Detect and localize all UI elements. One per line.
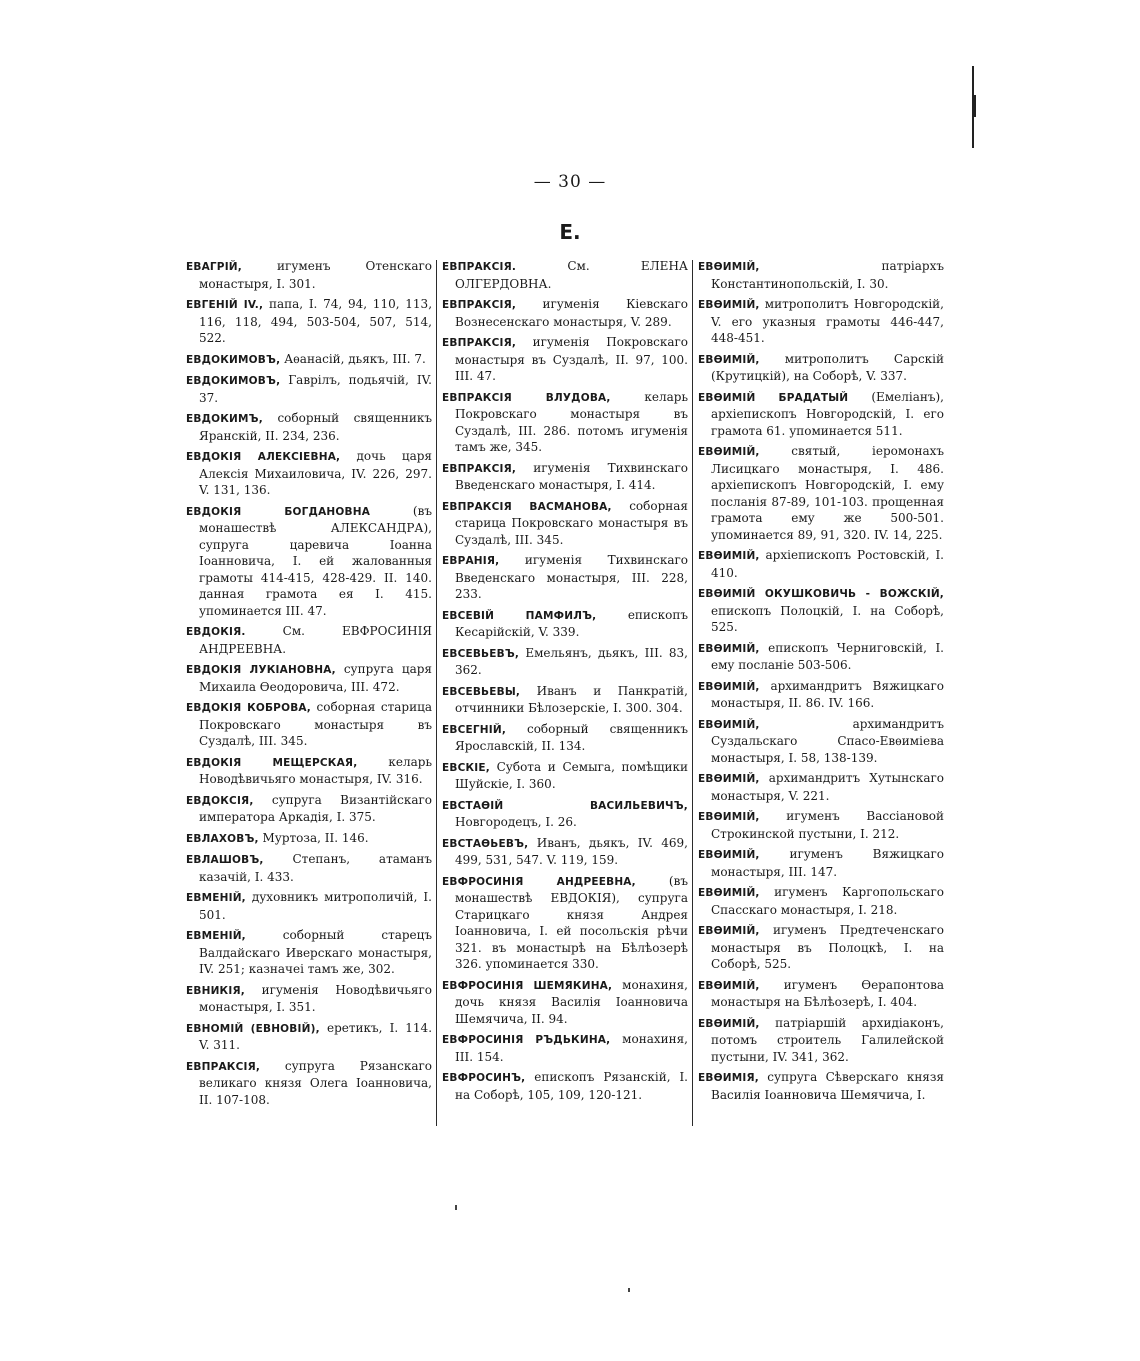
entry-headword: ЕВѲИМІЙ, bbox=[698, 261, 760, 273]
entry-text: келарь Новодѣвичьяго монастыря, IV. 316. bbox=[199, 754, 432, 786]
entry-text: соборная старица Покровскаго монастыря въ Суздалѣ, III. 345. bbox=[199, 700, 432, 748]
entry-headword: ЕВПРАКСІЯ ВАСМАНОВА, bbox=[442, 500, 612, 513]
entry-text: монахиня, дочь князя Василія Іоанновича Шемячича, II. 94. bbox=[455, 977, 688, 1026]
index-entry bbox=[698, 443, 944, 543]
entry-headword: ЕВѲИМІЙ, bbox=[698, 718, 760, 731]
index-entry bbox=[186, 623, 432, 657]
index-entry bbox=[442, 552, 688, 603]
entry-text: (Емеліанъ), архіепископъ Новгородскій, I. его грамота 61. упоминается 511. bbox=[711, 389, 944, 438]
entry-text: епископъ Полоцкій, I. на Соборѣ, 525. bbox=[711, 603, 944, 634]
entry-headword: ЕВПРАКСІЯ. bbox=[442, 261, 517, 273]
print-speck bbox=[455, 1205, 457, 1210]
entry-headword: ЕВФРОСИНІЯ РЪДЬКИНА, bbox=[442, 1034, 611, 1046]
entry-text: архимандритъ Суздальскаго Спасо-Евѳиміева монастыря, I. 58, 138-139. bbox=[711, 716, 944, 765]
entry-text: архимандритъ Хутынскаго монастыря, V. 221. bbox=[711, 771, 944, 803]
entry-text: келарь Покровскаго монастыря въ Суздалѣ, III. 286. потомъ игуменія тамъ же, 345. bbox=[455, 389, 688, 454]
index-entry bbox=[442, 607, 688, 641]
index-entry bbox=[698, 258, 944, 292]
entry-headword: ЕВѲИМІЙ, bbox=[698, 925, 760, 937]
entry-headword: ЕВѲИМІЙ, bbox=[698, 979, 760, 992]
index-entry bbox=[698, 389, 944, 440]
index-entry bbox=[186, 851, 432, 885]
entry-text: дочь царя Алексія Михаиловича, IV. 226, 297. V. 131, 136. bbox=[199, 449, 432, 497]
entry-text: Иванъ, дьякъ, IV. 469, 499, 531, 547. V. 119, 159. bbox=[455, 835, 688, 867]
entry-text: игуменія Новодѣвичьяго монастыря, I. 351. bbox=[199, 982, 432, 1014]
column-1 bbox=[186, 258, 432, 1112]
entry-headword: ЕВДОКИМЪ, bbox=[186, 413, 263, 425]
entry-text: епископъ Рязанскій, I. на Соборѣ, 105, 109, 120-121. bbox=[455, 1070, 688, 1102]
entry-text: Муртоза, II. 146. bbox=[258, 830, 369, 845]
index-entry bbox=[442, 498, 688, 549]
page-edge-mark bbox=[974, 95, 976, 117]
index-entry bbox=[698, 678, 944, 712]
entry-headword: ЕВМЕНІЙ, bbox=[186, 892, 246, 904]
entry-text: Емельянъ, дьякъ, III. 83, 362. bbox=[455, 645, 688, 677]
index-entry bbox=[186, 792, 432, 826]
entry-headword: ЕВПРАКСІЯ ВЛУДОВА, bbox=[442, 391, 611, 404]
print-speck bbox=[628, 1288, 630, 1292]
entry-headword: ЕВѲИМІЙ, bbox=[698, 680, 760, 693]
entry-headword: ЕВПРАКСІЯ, bbox=[442, 462, 517, 475]
index-entry bbox=[186, 889, 432, 923]
entry-text: игуменія Тихвинскаго Введенскаго монастыря, I. 414. bbox=[455, 460, 688, 492]
entry-headword: ЕВДОКІЯ КОБРОВА, bbox=[186, 702, 311, 714]
index-entry bbox=[186, 699, 432, 750]
index-entry bbox=[442, 645, 688, 679]
index-entry bbox=[186, 1020, 432, 1054]
entry-text: игуменъ Вассіановой Строкинской пустыни, I. 212. bbox=[711, 809, 944, 841]
index-entry bbox=[186, 503, 432, 620]
entry-text: супруга Рязанскаго великаго князя Олега Іоанновича, II. 107-108. bbox=[199, 1058, 432, 1107]
entry-text: архимандритъ Вяжицкаго монастыря, II. 86. IV. 166. bbox=[711, 678, 944, 710]
entry-headword: ЕВРАНІЯ, bbox=[442, 555, 500, 567]
entry-headword: ЕВЛАШОВЪ, bbox=[186, 854, 264, 866]
index-entry bbox=[698, 716, 944, 767]
column-divider bbox=[692, 260, 693, 1126]
entry-text: игуменъ Вяжицкаго монастыря, III. 147. bbox=[711, 847, 944, 879]
entry-text: Новгородецъ, I. 26. bbox=[455, 815, 577, 829]
index-entry bbox=[186, 830, 432, 848]
index-columns bbox=[186, 258, 948, 1128]
entry-text: митрополитъ Сарскій (Крутицкій), на Соборѣ, V. 337. bbox=[711, 351, 944, 383]
entry-headword: ЕВСКІЕ, bbox=[442, 761, 490, 774]
index-entry bbox=[698, 1069, 944, 1103]
entry-headword: ЕВДОКІЯ. bbox=[186, 626, 246, 638]
entry-text: Иванъ и Панкратій, отчинники Бѣлозерскіе, I. 300. 304. bbox=[455, 683, 688, 715]
entry-headword: ЕВЛАХОВЪ, bbox=[186, 832, 259, 845]
column-divider bbox=[436, 260, 437, 1126]
entry-text: святый, іеромонахъ Лисицкаго монастыря, I. 486. архіепископъ Новгородскій, I. ему посланія 87-89, 101-103. прощенная грамота ему же 500-501. упоминается 89, 91, 320. IV. 14, 225. bbox=[711, 444, 944, 542]
entry-headword: ЕВСТАѲІЙ ВАСИЛЬЕВИЧЪ, bbox=[442, 799, 688, 812]
index-entry bbox=[442, 977, 688, 1028]
index-entry bbox=[442, 1031, 688, 1065]
index-entry bbox=[442, 296, 688, 330]
entry-headword: ЕВДОКИМОВЪ, bbox=[186, 375, 281, 387]
index-entry bbox=[698, 977, 944, 1011]
entry-headword: ЕВДОКІЯ БОГДАНОВНА bbox=[186, 505, 371, 518]
section-letter: Е. bbox=[559, 220, 581, 244]
index-entry bbox=[698, 296, 944, 347]
entry-headword: ЕВНОМІЙ (ЕВНОВІЙ), bbox=[186, 1022, 320, 1035]
entry-text: митрополитъ Новгородскій, V. его указныя грамоты 446-447, 448-451. bbox=[711, 297, 944, 345]
index-entry bbox=[442, 334, 688, 385]
entry-headword: ЕВСЕВІЙ ПАМФИЛЪ, bbox=[442, 609, 597, 622]
column-3 bbox=[698, 258, 944, 1107]
index-entry bbox=[442, 1069, 688, 1103]
entry-headword: ЕВПРАКСІЯ, bbox=[186, 1060, 261, 1073]
index-entry bbox=[186, 1058, 432, 1109]
entry-text: игуменъ Ѳерапонтова монастыря на Бѣлѣозерѣ, I. 404. bbox=[711, 977, 944, 1009]
entry-headword: ЕВФРОСИНІЯ ШЕМЯКИНА, bbox=[442, 979, 613, 992]
entry-headword: ЕВФРОСИНІЯ АНДРЕЕВНА, bbox=[442, 875, 636, 888]
entry-text: супруга Византійскаго императора Аркадія, I. 375. bbox=[199, 792, 432, 824]
entry-text: игуменъ Отенскаго монастыря, I. 301. bbox=[199, 259, 432, 291]
index-entry bbox=[186, 410, 432, 444]
index-entry bbox=[698, 808, 944, 842]
index-entry bbox=[698, 547, 944, 581]
entry-text: патріаршій архидіаконъ, потомъ строитель Галилейской пустыни, IV. 341, 362. bbox=[711, 1015, 944, 1064]
index-entry bbox=[186, 982, 432, 1016]
entry-text: Степанъ, атаманъ казачій, I. 433. bbox=[199, 852, 432, 884]
index-entry bbox=[442, 835, 688, 869]
entry-headword: ЕВДОКИМОВЪ, bbox=[186, 353, 281, 366]
entry-text: Аѳанасій, дьякъ, III. 7. bbox=[280, 351, 426, 366]
entry-headword: ЕВСЕВЬЕВЪ, bbox=[442, 647, 520, 660]
entry-headword: ЕВПРАКСІЯ, bbox=[442, 299, 517, 311]
entry-headword: ЕВСЕГНІЙ, bbox=[442, 723, 507, 736]
entry-text: епископъ Черниговскій, I. ему посланіе 503-506. bbox=[711, 640, 944, 672]
entry-text: игуменія Тихвинскаго Введенскаго монастыря, III. 228, 233. bbox=[455, 553, 688, 601]
entry-headword: ЕВФРОСИНЪ, bbox=[442, 1072, 526, 1084]
page-number: — 30 — bbox=[533, 172, 607, 192]
index-entry bbox=[186, 296, 432, 347]
entry-text: Гаврілъ, подьячій, IV. 37. bbox=[199, 373, 432, 405]
entry-text: соборный священникъ Яранскій, II. 234, 236. bbox=[199, 411, 432, 443]
entry-text: супруга Сѣверскаго князя Василія Іоанновича Шемячича, I. bbox=[711, 1070, 944, 1102]
index-entry bbox=[442, 258, 688, 292]
entry-headword: ЕВѲИМІЙ, bbox=[698, 811, 760, 823]
entry-headword: ЕВГЕНІЙ IV., bbox=[186, 299, 264, 311]
entry-text: соборный старецъ Валдайскаго Иверскаго монастыря, IV. 251; казначеі тамъ же, 302. bbox=[199, 928, 432, 976]
entry-headword: ЕВѲИМІЙ, bbox=[698, 773, 760, 785]
entry-headword: ЕВАГРІЙ, bbox=[186, 261, 242, 273]
entry-headword: ЕВѲИМІЙ ОКУШКОВИЧЬ - ВОЖСКІЙ, bbox=[698, 588, 944, 600]
entry-headword: ЕВѲИМІЙ, bbox=[698, 299, 760, 311]
index-entry bbox=[698, 351, 944, 385]
entry-headword: ЕВѲИМІЯ, bbox=[698, 1072, 759, 1084]
entry-text: папа, I. 74, 94, 110, 113, 116, 118, 494, 503-504, 507, 514, 522. bbox=[199, 297, 433, 345]
index-entry bbox=[442, 683, 688, 717]
index-entry bbox=[186, 448, 432, 499]
index-entry bbox=[442, 721, 688, 755]
index-entry bbox=[442, 797, 688, 831]
entry-headword: ЕВСТАѲЬЕВЪ, bbox=[442, 837, 529, 850]
index-entry bbox=[186, 372, 432, 406]
index-entry bbox=[186, 754, 432, 788]
index-entry bbox=[698, 922, 944, 973]
entry-text: (въ монашествѣ АЛЕКСАНДРА), супруга царевича Іоанна Іоанновича, I. ей жалованныя грамоты 414-415, 428-429. II. 140. данная грамота ея I. 415. упоминается III. 47. bbox=[199, 503, 432, 618]
index-entry bbox=[698, 846, 944, 880]
entry-text: монахиня, III. 154. bbox=[455, 1032, 688, 1064]
entry-text: игуменъ Каргопольскаго Спасскаго монастыря, I. 218. bbox=[711, 885, 944, 917]
entry-text: духовникъ митрополичій, I. 501. bbox=[199, 890, 432, 922]
entry-headword: ЕВѲИМІЙ, bbox=[698, 353, 760, 366]
entry-text: соборный священникъ Ярославскій, II. 134. bbox=[455, 721, 688, 753]
index-entry bbox=[186, 258, 432, 292]
index-entry bbox=[442, 460, 688, 494]
entry-text: супруга царя Михаила Ѳеодоровича, III. 472. bbox=[199, 662, 432, 694]
index-entry bbox=[698, 585, 944, 636]
entry-headword: ЕВѲИМІЙ, bbox=[698, 1017, 760, 1030]
index-entry bbox=[698, 1015, 944, 1066]
index-entry bbox=[442, 389, 688, 456]
index-entry bbox=[186, 661, 432, 695]
entry-headword: ЕВѲИМІЙ, bbox=[698, 446, 760, 458]
entry-headword: ЕВМЕНІЙ, bbox=[186, 930, 246, 942]
index-entry bbox=[442, 873, 688, 973]
entry-headword: ЕВДОКІЯ АЛЕКСІЕВНА, bbox=[186, 451, 341, 463]
entry-text: соборная старица Покровскаго монастыря въ Суздалѣ, III. 345. bbox=[455, 498, 688, 547]
entry-text: епископъ Кесарійскій, V. 339. bbox=[455, 607, 688, 639]
entry-headword: ЕВѲИМІЙ, bbox=[698, 849, 760, 861]
entry-text: Субота и Семыга, помѣщики Шуйскіе, I. 360. bbox=[455, 759, 688, 791]
index-entry bbox=[442, 759, 688, 793]
entry-headword: ЕВНИКІЯ, bbox=[186, 984, 245, 997]
entry-headword: ЕВСЕВЬЕВЫ, bbox=[442, 685, 521, 698]
entry-text: См. ЕЛЕНА ОЛГЕРДОВНА. bbox=[455, 259, 688, 291]
entry-headword: ЕВДОКІЯ МЕЩЕРСКАЯ, bbox=[186, 756, 358, 769]
index-entry bbox=[698, 770, 944, 804]
entry-headword: ЕВДОКСІЯ, bbox=[186, 794, 254, 807]
index-entry bbox=[698, 884, 944, 918]
entry-headword: ЕВѲИМІЙ, bbox=[698, 642, 760, 655]
column-2 bbox=[442, 258, 688, 1107]
entry-headword: ЕВѲИМІЙ БРАДАТЫЙ bbox=[698, 391, 849, 404]
entry-text: еретикъ, I. 114. V. 311. bbox=[199, 1020, 433, 1052]
entry-headword: ЕВДОКІЯ ЛУКІАНОВНА, bbox=[186, 664, 336, 676]
index-entry bbox=[698, 640, 944, 674]
entry-headword: ЕВѲИМІЙ, bbox=[698, 550, 760, 562]
index-entry bbox=[186, 927, 432, 978]
entry-headword: ЕВПРАКСІЯ, bbox=[442, 337, 517, 349]
index-entry bbox=[186, 351, 432, 369]
entry-text: См. ЕВФРОСИНІЯ АНДРЕЕВНА. bbox=[199, 624, 432, 656]
entry-text: игуменія Покровскаго монастыря въ Суздалѣ, II. 97, 100. III. 47. bbox=[455, 335, 688, 383]
entry-text: игуменія Кіевскаго Вознесенскаго монастыря, V. 289. bbox=[455, 297, 688, 329]
entry-text: архіепископъ Ростовскій, I. 410. bbox=[711, 548, 944, 580]
entry-text: (въ монашествѣ ЕВДОКІЯ), супруга Старицкаго князя Андрея Іоанновича, I. ей посольскія рѣчи 321. въ монастырѣ на Бѣлѣозерѣ 326. упоминается 330. bbox=[455, 873, 688, 971]
entry-headword: ЕВѲИМІЙ, bbox=[698, 887, 760, 899]
entry-text: патріархъ Константинопольскій, I. 30. bbox=[711, 259, 944, 291]
entry-text: игуменъ Предтеченскаго монастыря въ Полоцкѣ, I. на Соборѣ, 525. bbox=[711, 923, 944, 971]
